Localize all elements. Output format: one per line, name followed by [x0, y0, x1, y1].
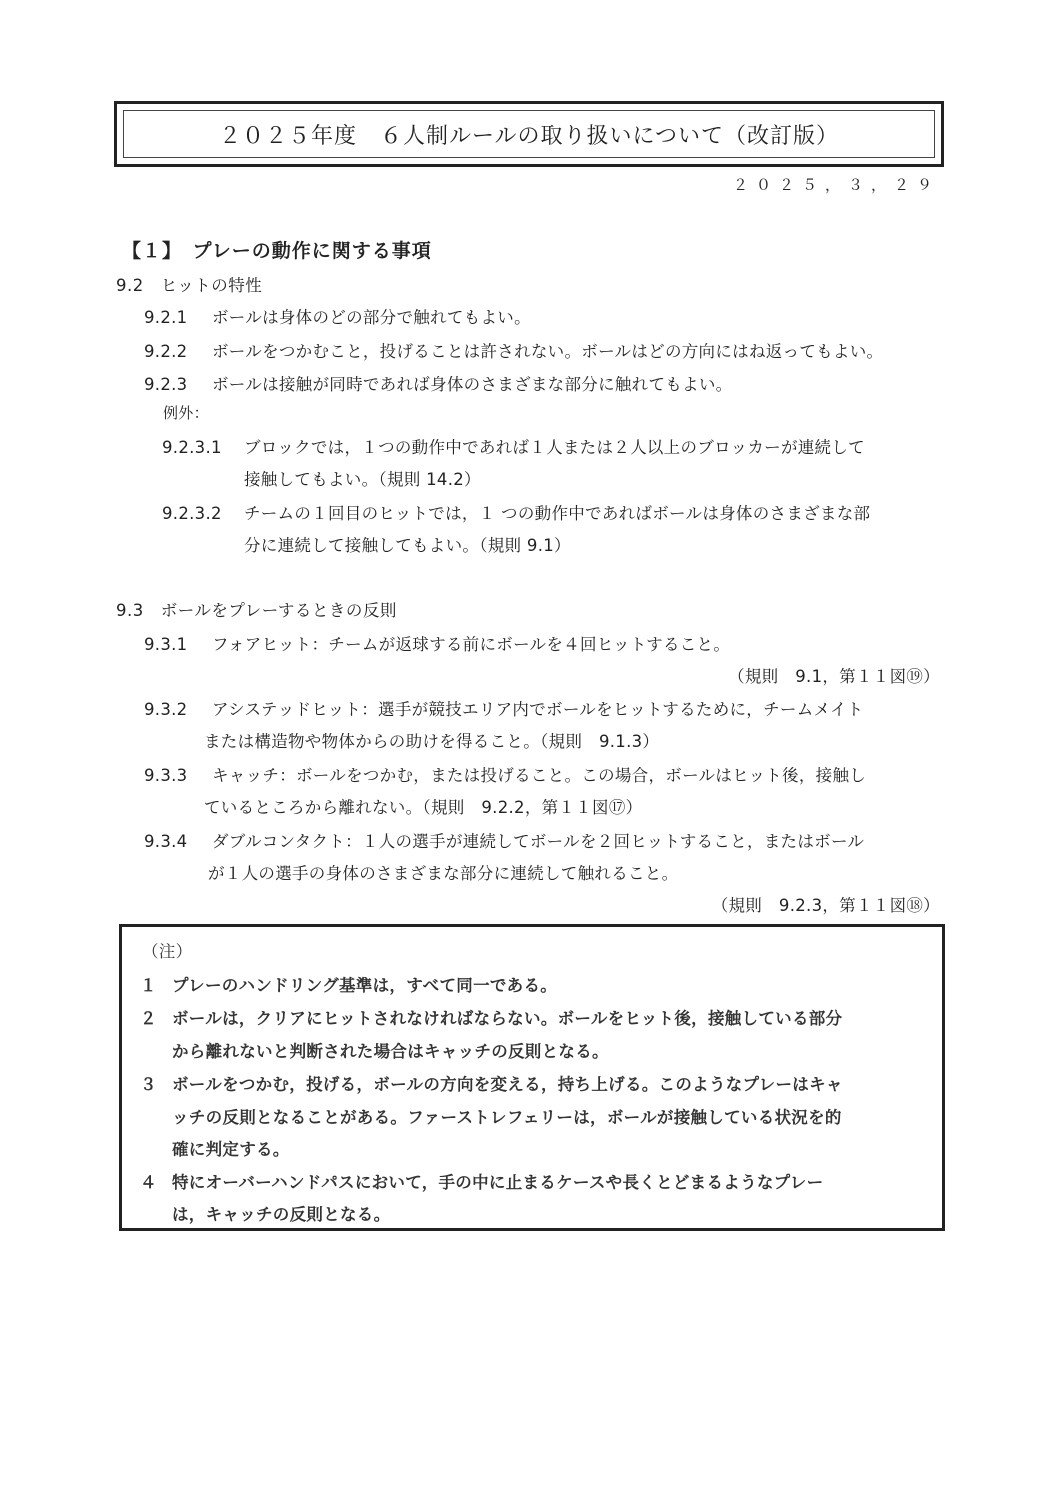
- note-1-line1: プレーのハンドリング基準は，すべて同一である。: [172, 976, 558, 995]
- subsection-heading-9-3: 9.3 ボールをプレーするときの反則: [116, 601, 397, 620]
- note-3-line1: ボールをつかむ，投げる，ボールの方向を変える，持ち上げる。このようなプレーはキャ: [172, 1075, 843, 1094]
- rule-reference: （規則 9.2.3，第１１図⑱）: [711, 896, 940, 915]
- rule-text-line1: ダブルコンタクト：１人の選手が連続してボールを２回ヒットすること，またはボール: [212, 832, 865, 851]
- exception-item-9-2-3-1: [162, 434, 865, 458]
- notes-label: （注）: [142, 942, 193, 961]
- exception-text-line1: チームの１回目のヒットでは，１ つの動作中であればボールは身体のさまざまな部: [244, 504, 871, 523]
- note-number: １: [140, 976, 157, 995]
- note-3-line3: 確に判定する。: [172, 1140, 290, 1159]
- exception-text-line2: 分に連続して接触してもよい。（規則 9.1）: [244, 536, 571, 555]
- note-4-line2: は，キャッチの反則となる。: [172, 1205, 391, 1224]
- rule-number: 9.3.2: [144, 700, 188, 719]
- rule-item-9-2-1: [144, 304, 531, 328]
- note-3-line2: ッチの反則となることがある。ファーストレフェリーは，ボールが接触している状況を的: [172, 1108, 842, 1127]
- exception-text-line1: ブロックでは，１つの動作中であれば１人または２人以上のブロッカーが連続して: [244, 438, 865, 457]
- note-4-line1: 特にオーバーハンドパスにおいて，手の中に止まるケースや長くとどまるようなプレー: [172, 1173, 824, 1192]
- exception-label: 例外：: [163, 404, 209, 422]
- rule-text-line1: キャッチ：ボールをつかむ，または投げること。この場合，ボールはヒット後，接触し: [212, 766, 867, 785]
- document-date: ２０２５，３，２９: [732, 176, 940, 194]
- exception-item-9-2-3-2: [162, 500, 870, 524]
- rule-number: 9.3.1: [144, 635, 188, 654]
- page-title: ２０２５年度 ６人制ルールの取り扱いについて（改訂版）: [218, 123, 840, 149]
- note-number: ２: [140, 1009, 157, 1028]
- rule-text-line2: または構造物や物体からの助けを得ること。（規則 9.1.3）: [204, 732, 660, 751]
- rule-item-9-2-2: [144, 338, 883, 362]
- exception-number: 9.2.3.1: [162, 438, 222, 457]
- rule-number: 9.3.3: [144, 766, 188, 785]
- rule-number: 9.2.3: [144, 375, 188, 394]
- rule-number: 9.2.2: [144, 342, 188, 361]
- subsection-heading-9-2: 9.2 ヒットの特性: [116, 276, 263, 295]
- rule-number: 9.3.4: [144, 832, 188, 851]
- rule-text-line1: フォアヒット：チームが返球する前にボールを４回ヒットすること。: [212, 635, 731, 654]
- rule-text: ボールは身体のどの部分で触れてもよい。: [212, 308, 531, 327]
- rule-text: ボールは接触が同時であれば身体のさまざまな部分に触れてもよい。: [212, 375, 733, 394]
- exception-number: 9.2.3.2: [162, 504, 222, 523]
- rule-item-9-3-4: [144, 828, 864, 852]
- rule-item-9-2-3: [144, 371, 732, 395]
- rule-item-9-3-2: [144, 696, 864, 720]
- exception-text-line2: 接触してもよい。（規則 14.2）: [244, 470, 481, 489]
- note-number: ４: [140, 1173, 157, 1192]
- rule-reference: （規則 9.1，第１１図⑲）: [728, 667, 940, 686]
- note-2-line2: から離れないと判断された場合はキャッチの反則となる。: [172, 1042, 609, 1061]
- note-2-line1: ボールは，クリアにヒットされなければならない。ボールをヒット後，接触している部分: [172, 1009, 843, 1028]
- rule-text-line2: ているところから離れない。（規則 9.2.2，第１１図⑰）: [204, 798, 643, 817]
- title-inner-frame: [123, 110, 935, 158]
- section-heading: 【１】 プレーの動作に関する事項: [122, 240, 432, 262]
- rule-text-line1: アシステッドヒット：選手が競技エリア内でボールをヒットするために，チームメイト: [212, 700, 864, 719]
- rule-item-9-3-3: [144, 762, 866, 786]
- rule-text: ボールをつかむこと，投げることは許されない。ボールはどの方向にはね返ってもよい。: [212, 342, 884, 361]
- rule-text-line2: が１人の選手の身体のさまざまな部分に連続して触れること。: [208, 864, 679, 883]
- note-number: ３: [140, 1075, 157, 1094]
- rule-number: 9.2.1: [144, 308, 188, 327]
- title-box: [114, 101, 944, 167]
- rule-item-9-3-1: [144, 631, 730, 655]
